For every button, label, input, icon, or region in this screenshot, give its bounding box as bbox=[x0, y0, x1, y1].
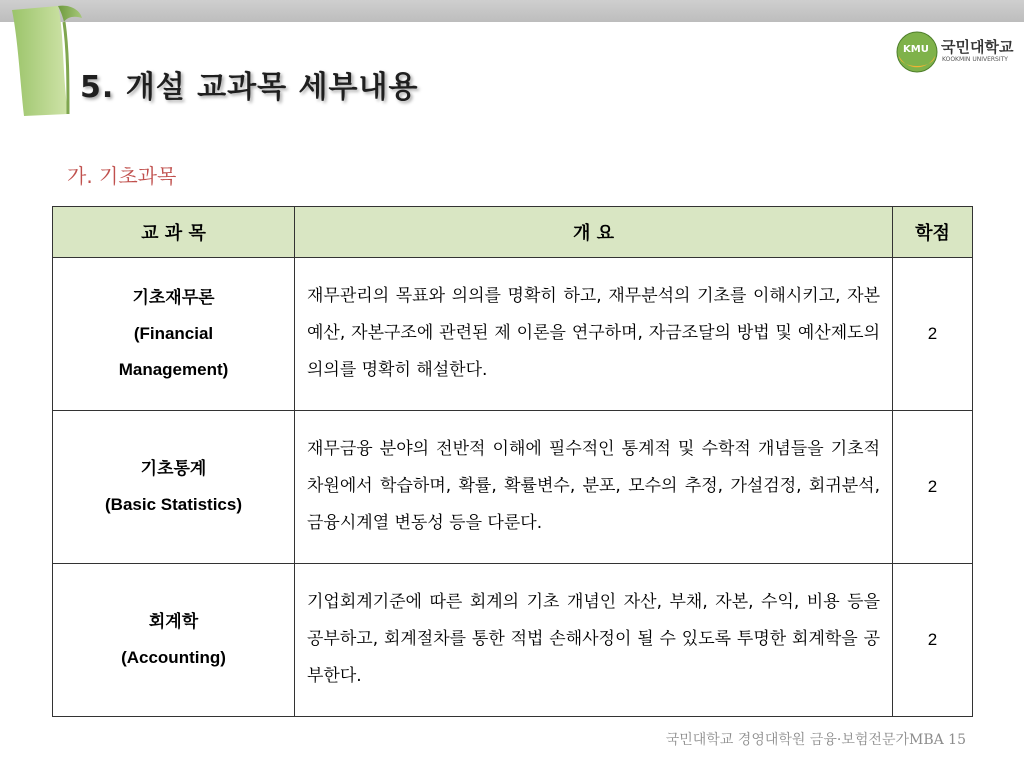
table-row bbox=[53, 411, 973, 564]
logo-subtitle: KOOKMIN UNIVERSITY bbox=[942, 56, 1008, 63]
logo-name: 국민대학교 bbox=[941, 38, 1014, 56]
summary-cell: 재무관리의 목표와 의의를 명확히 하고, 재무분석의 기초를 이해시키고, 자본예산, 자본구조에 관련된 제 이론을 연구하며, 자금조달의 방법 및 예산제도의 의의를 명확히 해설한다. bbox=[295, 258, 893, 411]
slide-title: 5. 개설 교과목 세부내용 bbox=[80, 70, 419, 105]
subject-english: (Financial bbox=[133, 324, 214, 343]
university-logo bbox=[895, 30, 1020, 74]
subject-korean: 기초재무론 bbox=[132, 288, 215, 307]
subject-cell bbox=[53, 258, 295, 411]
summary-cell: 기업회계기준에 따른 회계의 기초 개념인 자산, 부채, 자본, 수익, 비용 등을 공부하고, 회계절차를 통한 적법 손해사정이 될 수 있도록 투명한 회계학을 공부한다. bbox=[295, 564, 893, 717]
subject-english: (Accounting) bbox=[121, 648, 226, 667]
subject-english: (Basic Statistics) bbox=[105, 495, 242, 514]
table-row bbox=[53, 564, 973, 717]
header-credit: 학점 bbox=[893, 207, 973, 258]
top-header-band bbox=[0, 0, 1024, 22]
header-subject: 교 과 목 bbox=[53, 207, 295, 258]
credit-cell: 2 bbox=[893, 258, 973, 411]
subject-cell bbox=[53, 564, 295, 717]
subject-cell bbox=[53, 411, 295, 564]
summary-cell: 재무금융 분야의 전반적 이해에 필수적인 통계적 및 수학적 개념들을 기초적 차원에서 학습하며, 확률, 확률변수, 분포, 모수의 추정, 가설검정, 회귀분석, 금융시계열 변동성 등을 다룬다. bbox=[295, 411, 893, 564]
course-table bbox=[52, 206, 973, 717]
logo-abbr: KMU bbox=[903, 44, 929, 55]
slide-footer: 국민대학교 경영대학원 금융·보험전문가MBA 15 bbox=[665, 732, 966, 748]
header-summary: 개 요 bbox=[295, 207, 893, 258]
table-row bbox=[53, 258, 973, 411]
section-heading: 가. 기초과목 bbox=[67, 164, 177, 188]
credit-cell: 2 bbox=[893, 564, 973, 717]
subject-korean: 기초통계 bbox=[140, 459, 207, 478]
credit-cell: 2 bbox=[893, 411, 973, 564]
leaf-decoration bbox=[6, 0, 86, 118]
subject-english: Management) bbox=[118, 360, 229, 379]
table-header-row bbox=[53, 207, 973, 258]
subject-korean: 회계학 bbox=[148, 612, 199, 631]
